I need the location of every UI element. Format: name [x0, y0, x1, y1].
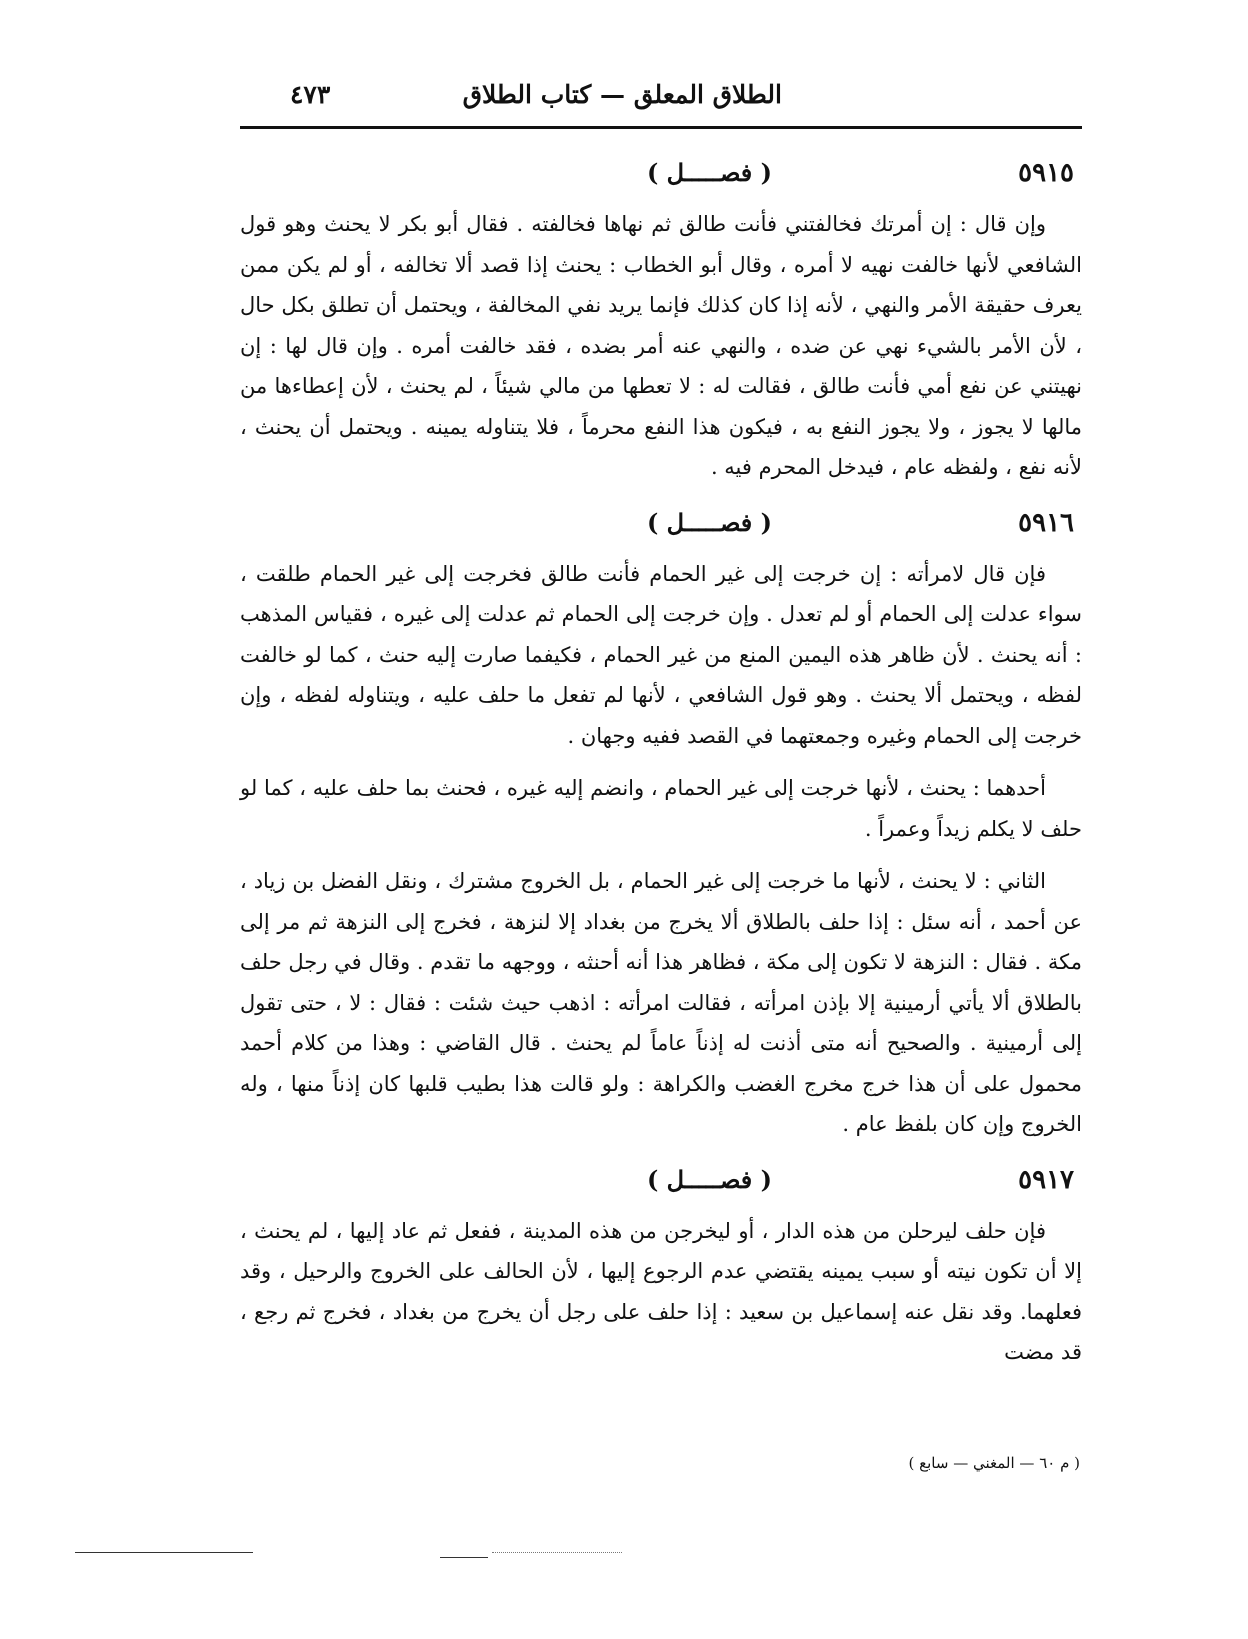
footer-rule: [75, 1552, 253, 1553]
section-number: ٥٩١٥: [1018, 158, 1074, 188]
paragraph: وإن قال : إن أمرتك فخالفتني فأنت طالق ثم نهاها فخالفته . فقال أبو بكر لا يحنث وهو قول الشافعي لأنها خالفت نهيه لا أمره ، وقال أبو الخطاب : يحنث إذا قصد ألا تخالفه ، أو لم يكن ممن يعرف حقيقة الأمر والنهي ، لأنه إذا كان كذلك فإنما يريد نفي المخالفة ، ويحتمل أن تطلق بكل حال ، لأن الأمر بالشيء نهي عن ضده ، والنهي عنه أمر بضده ، فقد خالفت أمره . وإن قال لها : إن نهيتني عن نفع أمي فأنت طالق ، فقالت له : لا تعطها من مالي شيئاً ، لم يحنث ، لأن إعطاءها من مالها لا يجوز ، ولا يجوز النفع به ، فيكون هذا النفع محرماً ، فلا يتناوله يمينه . ويحتمل أن يحنث ، لأنه نفع ، ولفظه عام ، فيدخل المحرم فيه .: [240, 212, 1082, 479]
text-column: [240, 150, 1082, 1373]
footer-rule: [440, 1557, 488, 1558]
section-title: ( فصـــــل ): [646, 158, 772, 187]
paragraph: فإن حلف ليرحلن من هذه الدار ، أو ليخرجن من هذه المدينة ، ففعل ثم عاد إليها ، لم يحنث ، إلا أن تكون نيته أو سبب يمينه يقتضي عدم الرجوع إليها ، لأن الحالف على الخروج والرحيل ، وقد فعلهما. وقد نقل عنه إسماعيل بن سعيد : إذا حلف على رجل أن يخرج من بغداد ، فخرج ثم رجع ، قد مضت: [240, 1218, 1082, 1364]
section-heading: [240, 500, 1082, 554]
section-heading: [240, 1157, 1082, 1211]
footer-dotted-rule: [492, 1552, 622, 1553]
section-title: ( فصـــــل ): [646, 1164, 772, 1194]
paragraph: الثاني : لا يحنث ، لأنها ما خرجت إلى غير الحمام ، بل الخروج مشترك ، ونقل الفضل بن زياد ، عن أحمد ، أنه سئل : إذا حلف بالطلاق ألا يخرج من بغداد إلا لنزهة ، فخرج إلى النزهة ثم مر إلى مكة . فقال : النزهة لا تكون إلى مكة ، فظاهر هذا أنه أحنثه ، ووجهه ما تقدم . وقال في رجل حلف بالطلاق ألا يأتي أرمينية إلا بإذن امرأته ، فقالت امرأته : اذهب حيث شئت : فقال : لا ، حتى تقول إلى أرمينية . والصحيح أنه متى أذنت له إذناً عاماً لم يحنث . قال القاضي : وهذا من كلام أحمد محمول على أن هذا خرج مخرج الغضب والكراهة : ولو قالت هذا بطيب قلبها كان إذناً منها ، وله الخروج وإن كان بلفظ عام .: [240, 869, 1083, 1136]
section-title: ( فصـــــل ): [646, 507, 772, 537]
page-signature: ( م ٦٠ — المغني — سابع ): [908, 1454, 1080, 1472]
header-rule: [240, 126, 1082, 129]
running-header-title: الطلاق المعلق — كتاب الطلاق: [462, 80, 782, 109]
page-number: ٤٧٣: [290, 80, 331, 109]
section-heading: [240, 150, 1082, 204]
section-number: ٥٩١٦: [1018, 507, 1074, 538]
paragraph: أحدهما : يحنث ، لأنها خرجت إلى غير الحمام ، وانضم إليه غيره ، فحنث بما حلف عليه ، كما لو حلف لا يكلم زيداً وعمراً .: [240, 776, 1082, 841]
section-number: ٥٩١٧: [1018, 1164, 1074, 1195]
running-header: [240, 76, 1082, 120]
paragraph: فإن قال لامرأته : إن خرجت إلى غير الحمام فأنت طالق فخرجت إلى غير الحمام طلقت ، سواء عدلت إلى الحمام أو لم تعدل . وإن خرجت إلى الحمام ثم عدلت إلى غيره ، فقياس المذهب : أنه يحنث . لأن ظاهر هذه اليمين المنع من غير الحمام ، فكيفما صارت إليه حنث ، كما لو خالفت لفظه ، ويحتمل ألا يحنث . وهو قول الشافعي ، لأنها لم تفعل ما حلف عليه ، ويتناوله لفظه ، وإن خرجت إلى الحمام وغيره وجمعتهما في القصد ففيه وجهان .: [240, 561, 1082, 748]
